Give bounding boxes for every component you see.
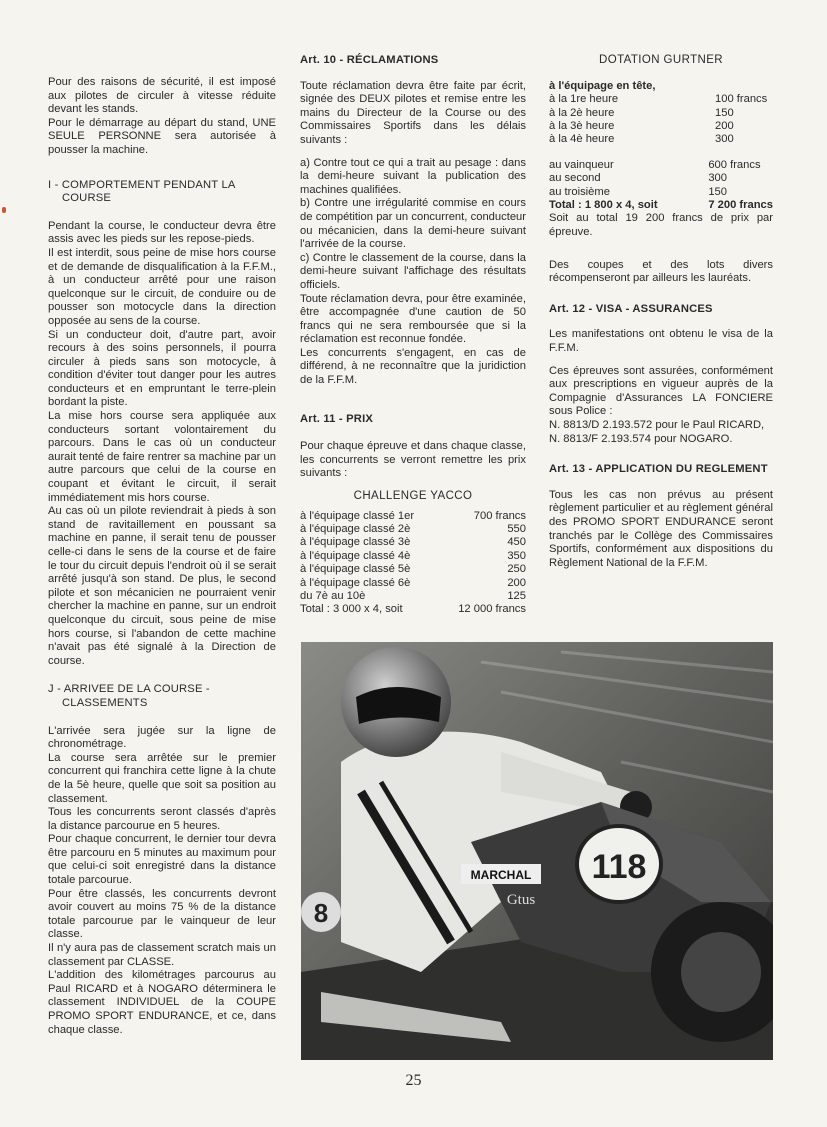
prize-amount: 700 francs bbox=[473, 509, 526, 522]
article-13-paragraph: Tous les cas non prévus au présent règlement particulier et au règlement général des PROMO SPORT ENDURANCE seront tranchés par le Collège des Commissaires Sportifs, conformément aux dispositions du Règlement National de la F.F.M. bbox=[549, 488, 773, 569]
intro-paragraph-2: Pour le démarrage au départ du stand, UNE SEULE PERSONNE sera autorisée à pousser la machine. bbox=[48, 116, 276, 156]
intro-paragraph-1: Pour des raisons de sécurité, il est imposé aux pilotes de circuler à vitesse réduite devant les stands. bbox=[48, 76, 276, 116]
prize-total-row bbox=[549, 199, 773, 212]
column-left bbox=[48, 76, 276, 1037]
racing-motorcycle-photo bbox=[301, 642, 773, 1060]
prize-row bbox=[300, 536, 526, 549]
article-10-title: Art. 10 - RÉCLAMATIONS bbox=[300, 54, 439, 66]
prize-label: à l'équipage classé 1er bbox=[300, 509, 415, 522]
article-10-paragraph: c) Contre le classement de la course, dans la demi-heure suivant l'affichage des résultats officiels. bbox=[300, 251, 526, 291]
section-i-paragraph: Pendant la course, le conducteur devra être assis avec les pieds sur les repose-pieds. bbox=[48, 219, 276, 246]
section-i-paragraph: La mise hors course sera appliquée aux conducteurs sortant volontairement du parcours. Dans le cas où un conducteur aurait tenté de faire rentrer sa machine par un autre parcours que celui de la course en coupant et évitant le circuit, il serait immédiatement mis hors course. bbox=[48, 410, 276, 504]
article-10-paragraph: Toute réclamation devra, pour être examinée, être accompagnée d'une caution de 50 francs qui ne sera remboursée que si la réclamation est reconnue fondée. bbox=[300, 292, 526, 346]
winner-prize-table bbox=[549, 159, 773, 213]
section-j-paragraph: L'addition des kilométrages parcourus au Paul RICARD et à NOGARO déterminera le classement INDIVIDUEL de la COUPE PROMO SPORT ENDURANCE, et ce, dans chaque classe. bbox=[48, 969, 276, 1036]
article-12-paragraph: Ces épreuves sont assurées, conformément aux prescriptions en vigueur auprès de la Compagnie d'Assurances LA FONCIERE sous Police : bbox=[549, 364, 773, 418]
dotation-title: DOTATION GURTNER bbox=[599, 54, 723, 66]
prize-row bbox=[300, 550, 526, 563]
prize-label: du 7è au 10è bbox=[300, 590, 366, 603]
prize-row bbox=[549, 120, 773, 133]
prize-amount: 100 francs bbox=[715, 93, 768, 106]
prize-row bbox=[549, 172, 773, 185]
prize-label: Total : 1 800 x 4, soit bbox=[549, 199, 658, 212]
prize-row bbox=[549, 107, 773, 120]
section-i-title: I - COMPORTEMENT PENDANT LA COURSE bbox=[48, 178, 235, 205]
prize-label: à la 4è heure bbox=[549, 133, 615, 146]
section-j-paragraph: Tous les concurrents seront classés d'après la distance parcourue en 5 heures. bbox=[48, 806, 276, 832]
section-j-title: J - ARRIVEE DE LA COURSE - CLASSEMENTS bbox=[48, 683, 210, 709]
prize-amount: 250 bbox=[507, 563, 526, 576]
prize-label: à la 1re heure bbox=[549, 93, 619, 106]
column-right bbox=[549, 54, 773, 579]
prize-amount: 12 000 francs bbox=[458, 603, 526, 616]
prize-amount: 550 bbox=[507, 523, 526, 536]
article-12-paragraph: Les manifestations ont obtenu le visa de la F.F.M. bbox=[549, 328, 773, 354]
prize-amount: 200 bbox=[715, 120, 734, 132]
prize-amount: 300 bbox=[715, 133, 734, 146]
prize-amount: 300 bbox=[708, 172, 727, 185]
prize-label: au vainqueur bbox=[549, 158, 614, 171]
prize-label: à la 2è heure bbox=[549, 106, 615, 119]
article-10-paragraph: Toute réclamation devra être faite par écrit, signée des DEUX pilotes et remise entre les mains du Directeur de la Course ou des Commissaires Sportifs dans les délais suivants : bbox=[300, 79, 526, 146]
tank-text: Gtus bbox=[506, 892, 536, 908]
challenge-prize-table bbox=[300, 510, 526, 617]
section-i-paragraph: Si un conducteur doit, d'autre part, avoir recours à des soins personnels, il pourra circuler à pieds sans son motocycle, à condition d'éviter tout danger pour les autres conducteurs et en empruntant le terre-plein bordant la piste. bbox=[48, 328, 276, 409]
prize-amount: 150 bbox=[708, 185, 727, 198]
prize-row bbox=[549, 159, 773, 172]
section-j-paragraph: La course sera arrêtée sur le premier concurrent qui franchira cette ligne à la chute de la 5è heure, quelle que soit sa position au classement. bbox=[48, 751, 276, 805]
article-10-paragraph: b) Contre une irrégularité commise en cours de compétition par un concurrent, conducteur ou mécanicien, dans la demi-heure suivant l'arrivée de la course. bbox=[300, 197, 526, 251]
prize-label: à l'équipage classé 5è bbox=[300, 563, 411, 576]
section-j-paragraph: Pour chaque concurrent, le dernier tour devra être parcouru en 5 minutes au maximum pour que celui-ci soit enregistré dans la distance totale parcourue. bbox=[48, 833, 276, 887]
article-12-policy: N. 8813/F 2.193.574 pour NOGARO. bbox=[549, 432, 733, 445]
prize-amount: 600 francs bbox=[708, 158, 761, 171]
section-j-paragraph: L'arrivée sera jugée sur la ligne de chronométrage. bbox=[48, 724, 276, 751]
prize-row bbox=[300, 510, 526, 523]
prize-label: à l'équipage classé 2è bbox=[300, 523, 411, 536]
team-lead-heading: à l'équipage en tête, bbox=[549, 79, 656, 92]
prize-amount: 7 200 francs bbox=[708, 199, 773, 212]
prize-label: à l'équipage classé 4è bbox=[300, 549, 411, 562]
team-prize-table bbox=[549, 93, 773, 147]
article-10-paragraph: a) Contre tout ce qui a trait au pesage : dans la demi-heure suivant la publication des machines qualifiées. bbox=[300, 156, 526, 196]
prize-label: à l'équipage classé 3è bbox=[300, 536, 411, 549]
prize-label: au troisième bbox=[549, 185, 610, 198]
article-13-title: Art. 13 - APPLICATION DU REGLEMENT bbox=[549, 463, 768, 476]
prize-amount: 125 bbox=[507, 590, 526, 603]
total-note: Soit au total 19 200 francs de prix par épreuve. bbox=[549, 212, 773, 239]
prize-row bbox=[549, 133, 773, 146]
prize-total-row bbox=[300, 603, 526, 616]
prize-row bbox=[549, 186, 773, 199]
race-number: 118 bbox=[591, 848, 647, 886]
prize-amount: 350 bbox=[507, 549, 526, 562]
photo-illustration bbox=[301, 642, 773, 1060]
article-12-policy: N. 8813/D 2.193.572 pour le Paul RICARD, bbox=[549, 418, 765, 431]
prize-row bbox=[300, 577, 526, 590]
prize-amount: 200 bbox=[507, 576, 526, 589]
prize-row bbox=[300, 563, 526, 576]
marchal-sponsor-text: MARCHAL bbox=[470, 868, 532, 882]
page-number: 25 bbox=[405, 1072, 422, 1089]
prize-amount: 150 bbox=[715, 106, 734, 119]
prize-label: à l'équipage classé 6è bbox=[300, 576, 411, 589]
side-number: 8 bbox=[313, 898, 329, 928]
article-11-title: Art. 11 - PRIX bbox=[300, 412, 374, 425]
column-middle bbox=[300, 54, 526, 617]
prize-amount: 450 bbox=[507, 536, 526, 549]
article-12-title: Art. 12 - VISA - ASSURANCES bbox=[549, 302, 713, 315]
article-11-paragraph: Pour chaque épreuve et dans chaque classe, les concurrents se verront remettre les prix suivants : bbox=[300, 440, 526, 480]
cups-paragraph: Des coupes et des lots divers récompenseront par ailleurs les lauréats. bbox=[549, 258, 773, 285]
article-10-paragraph: Les concurrents s'engagent, en cas de différend, à ne reconnaître que la juridiction de la F.F.M. bbox=[300, 346, 526, 387]
section-i-paragraph: Il est interdit, sous peine de mise hors course et de demande de disqualification à la F.F.M., à un conducteur arrêté pour une raison quelconque sur le circuit, de conduire ou de pousser son motocycle dans la direction opposée au sens de la course. bbox=[48, 246, 276, 327]
prize-label: Total : 3 000 x 4, soit bbox=[300, 603, 403, 616]
section-i-paragraph: Au cas où un pilote reviendrait à pieds à son stand de ravitaillement en poussant sa machine en panne, il serait tenu de pousser celle-ci dans le sens de la course et de faire le tour du circuit depuis l'endroit où il se serait arrêté jusqu'à son stand. De plus, le second pilote et son mécanicien ne pourraient venir chercher la machine en panne, sur un endroit quelconque du circuit, sous peine de mise hors course, si l'abandon de cette machine n'avait pas été signalé à la Direction de course. bbox=[48, 505, 276, 667]
prize-row bbox=[300, 590, 526, 603]
prize-label: au second bbox=[549, 172, 601, 185]
section-j-paragraph: Pour être classés, les concurrents devront avoir couvert au moins 75 % de la distance totale parcourue par le vainqueur de leur classe. bbox=[48, 887, 276, 941]
prize-row bbox=[300, 523, 526, 536]
margin-mark bbox=[2, 207, 6, 213]
challenge-yacco-title: CHALLENGE YACCO bbox=[353, 490, 473, 503]
prize-row bbox=[549, 93, 773, 106]
section-j-paragraph: Il n'y aura pas de classement scratch mais un classement par CLASSE. bbox=[48, 942, 276, 968]
prize-label: à la 3è heure bbox=[549, 120, 615, 132]
